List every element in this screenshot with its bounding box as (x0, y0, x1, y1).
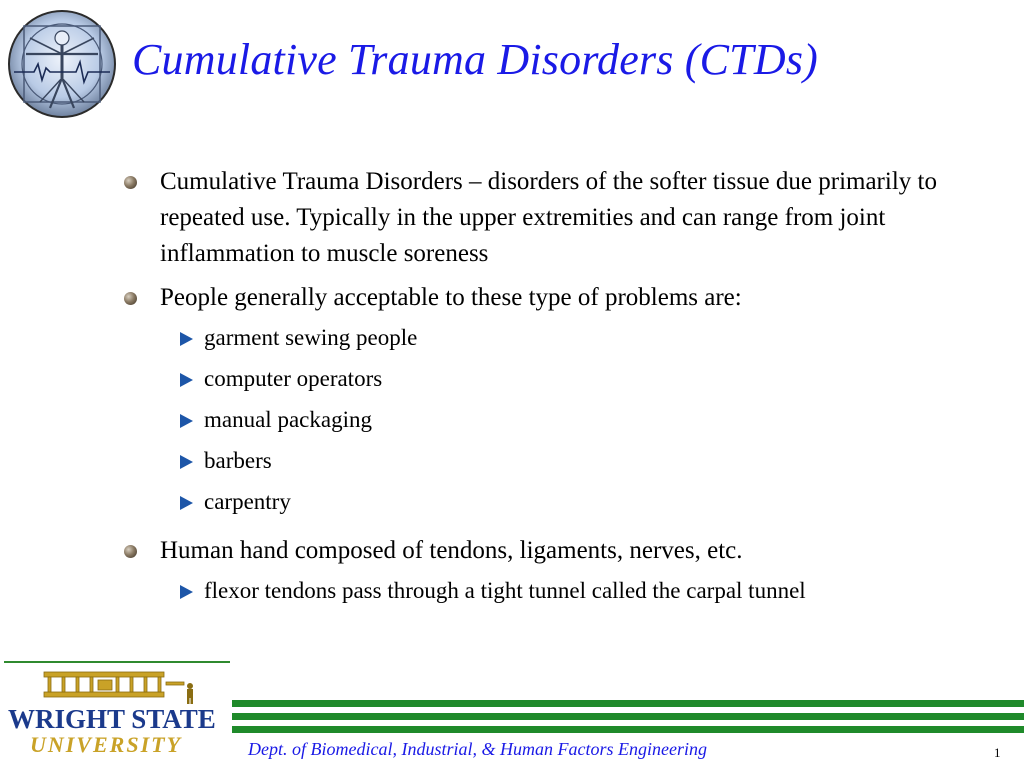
biplane-icon (44, 672, 184, 697)
figure-icon (187, 683, 193, 704)
triangle-bullet-icon (180, 496, 193, 510)
department-name: Dept. of Biomedical, Industrial, & Human Factors Engineering (248, 739, 707, 759)
logo-text-line1: WRIGHT STATE (8, 704, 216, 734)
sub-bullet-list (118, 577, 998, 618)
round-bullet-icon (124, 545, 137, 558)
sub-bullet-item (118, 447, 998, 488)
footer-stripe (232, 713, 1024, 720)
sub-bullet-text: carpentry (204, 489, 291, 514)
triangle-bullet-icon (180, 585, 193, 599)
triangle-bullet-icon (180, 373, 193, 387)
sub-bullet-text: computer operators (204, 366, 383, 391)
footer-stripe (232, 700, 1024, 707)
round-bullet-icon (124, 176, 137, 189)
sub-bullet-item (118, 577, 998, 618)
bullet-text: Cumulative Trauma Disorders – disorders of the softer tissue due primarily to repeated use. Typically in the upper extremities and can range from joint inflammation to muscle soreness (160, 168, 937, 267)
vitruvian-logo-icon (6, 8, 118, 120)
bullet-text: Human hand composed of tendons, ligaments, nerves, etc. (160, 537, 743, 564)
bullet-list (118, 164, 998, 622)
footer-divider (4, 661, 230, 663)
sub-bullet-list (118, 324, 998, 529)
sub-bullet-text: garment sewing people (204, 325, 418, 350)
logo-text-line2: UNIVERSITY (30, 732, 183, 757)
sub-bullet-text: barbers (204, 448, 272, 473)
bullet-text: People generally acceptable to these type of problems are: (160, 284, 742, 311)
bullet-item (118, 164, 998, 272)
bullet-item (118, 280, 998, 316)
triangle-bullet-icon (180, 414, 193, 428)
triangle-bullet-icon (180, 455, 193, 469)
wright-state-logo (4, 664, 232, 760)
footer-stripe (232, 726, 1024, 733)
bullet-item (118, 533, 998, 569)
page-number: 1 (994, 745, 1001, 760)
sub-bullet-item (118, 406, 998, 447)
sub-bullet-item (118, 488, 998, 529)
sub-bullet-text: flexor tendons pass through a tight tunnel called the carpal tunnel (204, 578, 806, 603)
round-bullet-icon (124, 292, 137, 305)
sub-bullet-item (118, 324, 998, 365)
sub-bullet-item (118, 365, 998, 406)
slide-title: Cumulative Trauma Disorders (CTDs) (132, 35, 819, 84)
triangle-bullet-icon (180, 332, 193, 346)
sub-bullet-text: manual packaging (204, 407, 372, 432)
